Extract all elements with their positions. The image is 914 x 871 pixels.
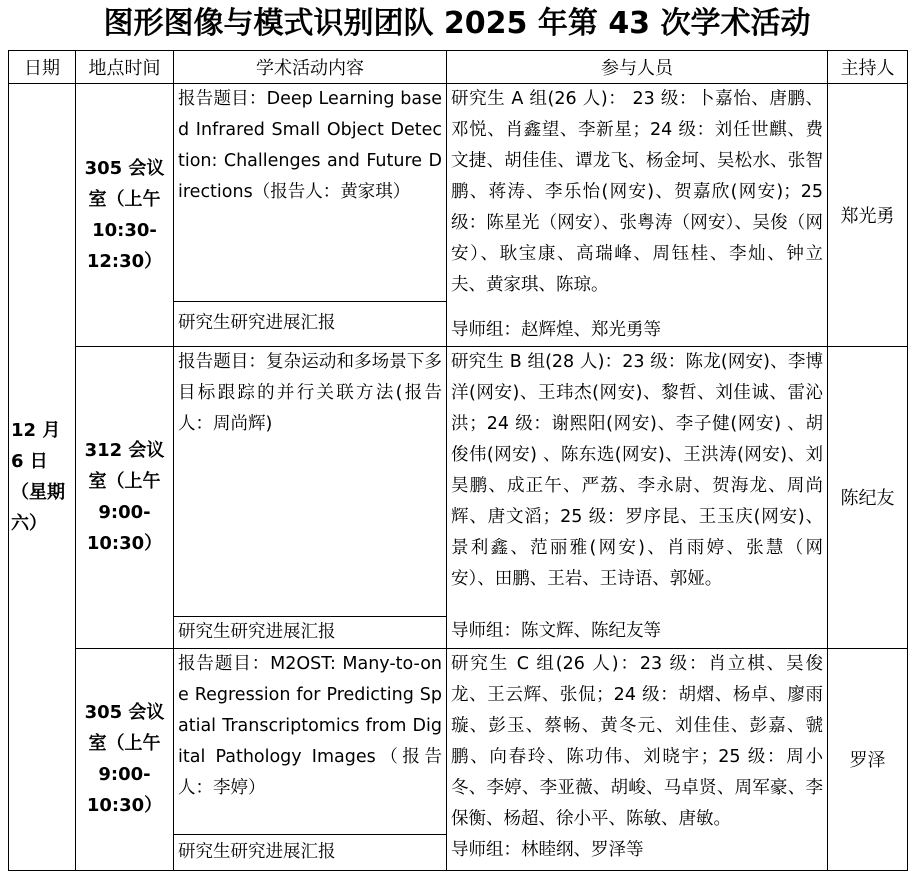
page-title: 图形图像与模式识别团队 2025 年第 43 次学术活动: [103, 6, 811, 41]
progress-cell: 研究生研究进展汇报: [174, 616, 447, 648]
header-place-time: 地点时间: [76, 51, 174, 84]
participants-cell: 研究生 B 组(28 人)：23 级：陈龙(网安)、李博洋(网安)、王玮杰(网安)、黎哲、刘佳诚、雷沁洪；24 级：谢熙阳(网安)、李子健(网安) 、胡俊伟(网安) 、陈东选(网安)、王洪涛(网安)、刘昊鹏、成正午、严荔、李永尉、贺海龙、周尚辉、唐文滔；25 级：罗序昆、王玉庆(网安)、景利鑫、范丽雅(网安)、肖雨婷、张慧（网安）、田鹏、王岩、王诗语、郭娅。: [447, 346, 828, 616]
table-row: [9, 648, 908, 835]
host-cell: 罗泽: [828, 648, 908, 871]
report-cell: 报告题目：Deep Learning based Infrared Small Object Detection: Challenges and Future Directions（报告人：黄家琪）: [174, 84, 447, 302]
place-time-cell: 305 会议室（上午 9:00-10:30）: [76, 648, 174, 871]
table-row: [9, 346, 908, 616]
mentors-cell: 导师组：林睦纲、罗泽等: [447, 835, 828, 871]
table-row: [9, 84, 908, 302]
host-cell: 郑光勇: [828, 84, 908, 347]
header-content: 学术活动内容: [174, 51, 447, 84]
participants-text: 研究生 A 组(26 人)： 23 级：卜嘉怡、唐鹏、邓悦、肖鑫望、李新星；24 级：刘任世麒、费文捷、胡佳佳、谭龙飞、杨金坷、吴松水、张智鹏、蒋涛、李乐怡(网安)、贺嘉欣(网安)；25 级：陈星光（网安）、张粤涛（网安）、吴俊（网安）、耿宝康、高瑞峰、周钰桂、李灿、钟立夫、黄家琪、陈琼。: [451, 89, 823, 295]
progress-cell: 研究生研究进展汇报: [174, 835, 447, 871]
header-date: 日期: [9, 51, 76, 84]
participants-cell: [447, 84, 828, 302]
place-time-cell: 312 会议室（上午 9:00-10:30）: [76, 346, 174, 648]
mentors-cell: 导师组：陈文辉、陈纪友等: [447, 616, 828, 648]
place-time-cell: 305 会议室（上午 10:30-12:30）: [76, 84, 174, 347]
schedule-table: [8, 50, 908, 871]
host-cell: 陈纪友: [828, 346, 908, 648]
report-cell: 报告题目：M2OST: Many-to-one Regression for Predicting Spatial Transcriptomics from Digital Pathology Images（报告人：李婷）: [174, 648, 447, 835]
header-host: 主持人: [828, 51, 908, 84]
mentors-cell: 导师组：赵辉煌、郑光勇等: [447, 301, 828, 346]
header-participants: 参与人员: [447, 51, 828, 84]
report-cell: 报告题目：复杂运动和多场景下多目标跟踪的并行关联方法(报告人：周尚辉): [174, 346, 447, 616]
date-cell: 12 月 6 日（星期六）: [9, 84, 76, 871]
participants-cell: 研究生 C 组(26 人)：23 级：肖立棋、吴俊龙、王云辉、张侃；24 级：胡熠、杨卓、廖雨璇、彭玉、蔡畅、黄冬元、刘佳佳、彭嘉、虢鹏、向春玲、陈功伟、刘晓宇；25 级：周小冬、李婷、李亚薇、胡峻、马卓贤、周军豪、李保衡、杨超、徐小平、陈敏、唐敏。: [447, 648, 828, 835]
progress-cell: 研究生研究进展汇报: [174, 301, 447, 346]
header-row: [9, 51, 908, 84]
